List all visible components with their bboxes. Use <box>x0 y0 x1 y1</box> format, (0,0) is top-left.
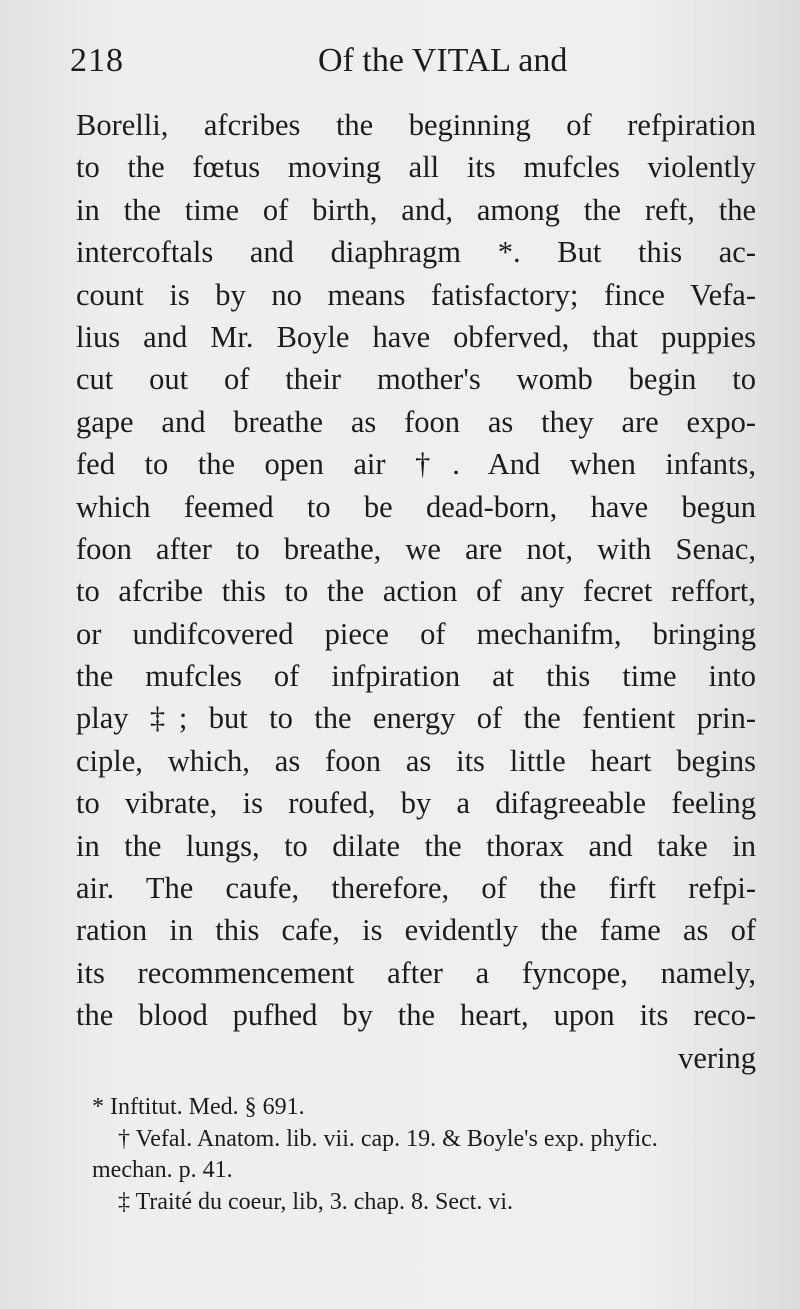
footnotes <box>92 1092 756 1218</box>
footnote: ‡ Traité du coeur, lib, 3. chap. 8. Sect. vi. <box>118 1188 513 1215</box>
page-header <box>70 42 770 92</box>
text-line: lius and Mr. Boyle have obferved, that puppies <box>76 319 756 354</box>
text-line: foon after to breathe, we are not, with Senac, <box>76 531 756 566</box>
running-title: Of the VITAL and <box>318 42 568 79</box>
text-line: intercoftals and diaphragm *. But this ac- <box>76 235 756 270</box>
body-text <box>76 104 756 1079</box>
text-line: to vibrate, is roufed, by a difagreeable feeling <box>76 786 756 821</box>
catchword: vering <box>678 1040 756 1075</box>
text-line: air. The caufe, therefore, of the firft refpi- <box>76 871 756 906</box>
text-line: ciple, which, as foon as its little heart begins <box>76 743 756 778</box>
text-line: its recommencement after a fyncope, namely, <box>76 955 756 990</box>
text-line: ration in this cafe, is evidently the fame as of <box>76 913 756 948</box>
text-line: count is by no means fatisfactory; fince Vefa- <box>76 277 756 312</box>
footnote: * Inftitut. Med. § 691. <box>92 1094 305 1120</box>
text-line: play ‡; but to the energy of the fentient prin- <box>76 701 756 736</box>
text-line: to afcribe this to the action of any fecret reffort, <box>76 574 756 609</box>
text-line: gape and breathe as foon as they are expo- <box>76 404 756 439</box>
text-line: cut out of their mother's womb begin to <box>76 362 756 397</box>
text-line: to the fœtus moving all its mufcles violently <box>76 150 756 185</box>
page-number: 218 <box>70 42 124 79</box>
text-line: or undifcovered piece of mechanifm, bringing <box>76 616 756 651</box>
text-line: in the lungs, to dilate the thorax and take in <box>76 828 756 863</box>
footnote-continuation: mechan. p. 41. <box>92 1157 233 1183</box>
text-line: which feemed to be dead-born, have begun <box>76 489 756 524</box>
text-line: the mufcles of infpiration at this time into <box>76 659 756 694</box>
text-line: in the time of birth, and, among the reft, the <box>76 192 756 227</box>
text-line: the blood pufhed by the heart, upon its reco- <box>76 998 756 1033</box>
footnote: † Vefal. Anatom. lib. vii. cap. 19. & Boyle's exp. phyfic. <box>118 1125 658 1152</box>
text-line: Borelli, afcribes the beginning of refpiration <box>76 108 756 142</box>
text-line: fed to the open air †. And when infants, <box>76 447 756 482</box>
